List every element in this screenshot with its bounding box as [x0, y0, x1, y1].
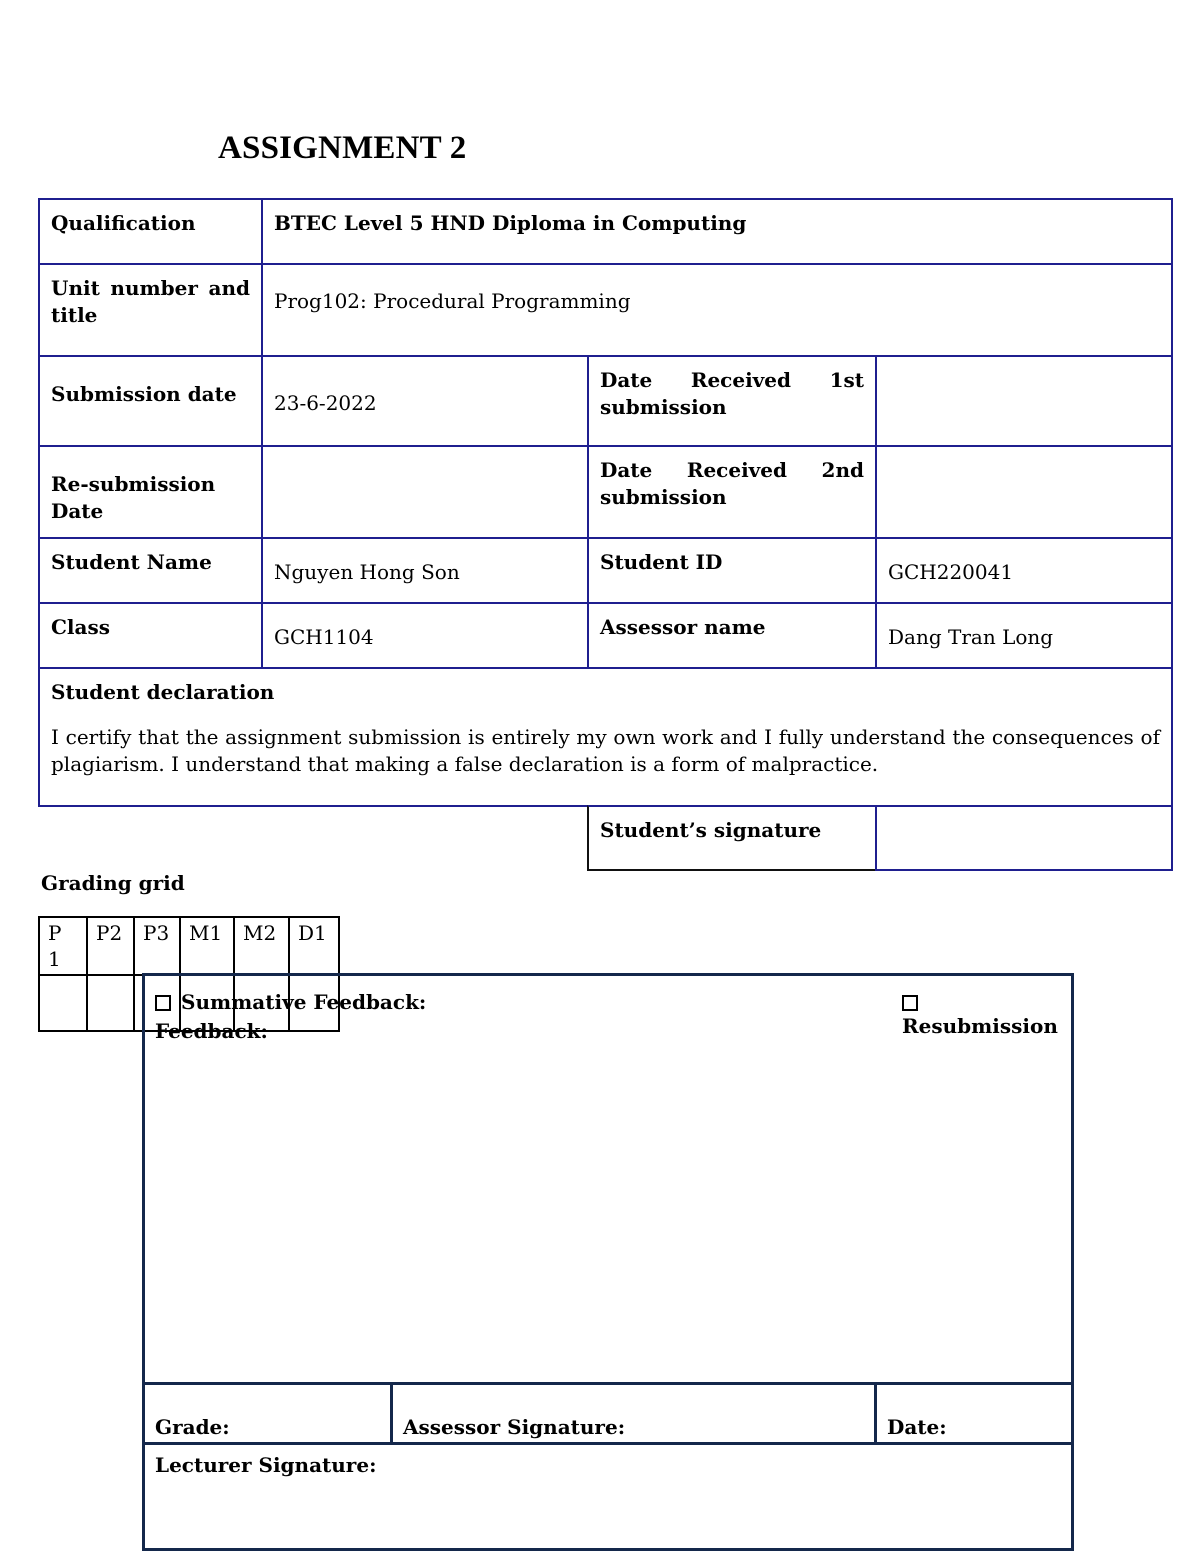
resubmission-value-cell[interactable] [261, 445, 589, 539]
student-name-value: Nguyen Hong Son [274, 560, 460, 584]
unit-value: Prog102: Procedural Programming [274, 289, 631, 313]
received1-value-cell[interactable] [875, 355, 1173, 447]
declaration-heading: Student declaration [51, 680, 275, 704]
page-title: ASSIGNMENT 2 [218, 130, 467, 166]
grade-row [145, 1382, 1071, 1442]
grade-header: M2 [234, 917, 289, 975]
lecturer-row [145, 1442, 1071, 1548]
feedback-word: Feedback: [155, 1019, 268, 1043]
assessor-value: Dang Tran Long [888, 625, 1054, 649]
received2-label-cell [587, 445, 877, 539]
qualification-label: Qualification [51, 211, 196, 235]
received1-label-cell [587, 355, 877, 447]
student-name-value-cell [261, 537, 589, 604]
grade-label-cell[interactable] [145, 1385, 393, 1442]
grade-header: P3 [134, 917, 180, 975]
signature-value-cell[interactable] [875, 805, 1173, 871]
declaration-cell [38, 667, 1173, 807]
received1-label-line-2: submission [600, 395, 727, 419]
grade-label: Grade: [155, 1415, 230, 1439]
assessor-value-cell [875, 602, 1173, 669]
assessor-signature-cell[interactable] [393, 1385, 877, 1442]
feedback-box [142, 973, 1074, 1551]
unit-label-cell [38, 263, 263, 357]
class-label: Class [51, 615, 110, 639]
lecturer-signature-cell[interactable] [145, 1445, 1071, 1548]
summative-feedback-option[interactable] [155, 990, 426, 1014]
submission-label: Submission date [51, 382, 237, 406]
received2-label-line-2: submission [600, 485, 727, 509]
assessor-label: Assessor name [600, 615, 766, 639]
date-cell[interactable] [877, 1385, 1071, 1442]
unit-value-cell [261, 263, 1173, 357]
student-name-label-cell [38, 537, 263, 604]
declaration-text: I certify that the assignment submission is entirely my own work and I fully understand the consequences of plagiarism. I understand that making a false declaration is a form of malpractice. [51, 725, 1160, 776]
received1-label-line-1: Date Received 1st [600, 368, 864, 392]
resubmission-checkbox[interactable] [902, 995, 918, 1011]
signature-label: Student’s signature [600, 818, 822, 842]
date-label: Date: [887, 1415, 947, 1439]
submission-value-cell [261, 355, 589, 447]
qualification-label-cell [38, 198, 263, 265]
student-name-label: Student Name [51, 550, 212, 574]
student-id-value-cell [875, 537, 1173, 604]
summative-checkbox[interactable] [155, 995, 171, 1011]
resubmission-label: Re-submission Date [51, 472, 216, 523]
submission-label-cell [38, 355, 263, 447]
resubmission-feedback-option[interactable] [902, 990, 1071, 1038]
qualification-value: BTEC Level 5 HND Diploma in Computing [274, 211, 747, 235]
qualification-value-cell [261, 198, 1173, 265]
unit-label-line-2: title [51, 303, 98, 327]
grade-header: P2 [87, 917, 134, 975]
class-value: GCH1104 [274, 625, 374, 649]
grade-cell[interactable] [87, 975, 134, 1031]
signature-label-cell [587, 805, 877, 871]
assessor-label-cell [587, 602, 877, 669]
feedback-text-area[interactable] [145, 1056, 1071, 1381]
grade-header: M1 [180, 917, 234, 975]
unit-label-line-1: Unit number and [51, 276, 250, 300]
student-id-value: GCH220041 [888, 560, 1014, 584]
class-label-cell [38, 602, 263, 669]
resubmission-label: Resubmission [902, 1014, 1058, 1038]
submission-value: 23-6-2022 [274, 391, 377, 415]
summative-label: Summative Feedback: [181, 990, 427, 1014]
grade-cell[interactable] [39, 975, 87, 1031]
student-id-label-cell [587, 537, 877, 604]
received2-label-line-1: Date Received 2nd [600, 458, 864, 482]
grade-header: P 1 [39, 917, 87, 975]
received2-value-cell[interactable] [875, 445, 1173, 539]
student-id-label: Student ID [600, 550, 723, 574]
resubmission-label-cell [38, 445, 263, 539]
grading-grid-label: Grading grid [41, 871, 185, 895]
lecturer-signature-label: Lecturer Signature: [155, 1453, 377, 1477]
assessor-signature-label: Assessor Signature: [403, 1415, 626, 1439]
grade-header: D1 [289, 917, 339, 975]
class-value-cell [261, 602, 589, 669]
